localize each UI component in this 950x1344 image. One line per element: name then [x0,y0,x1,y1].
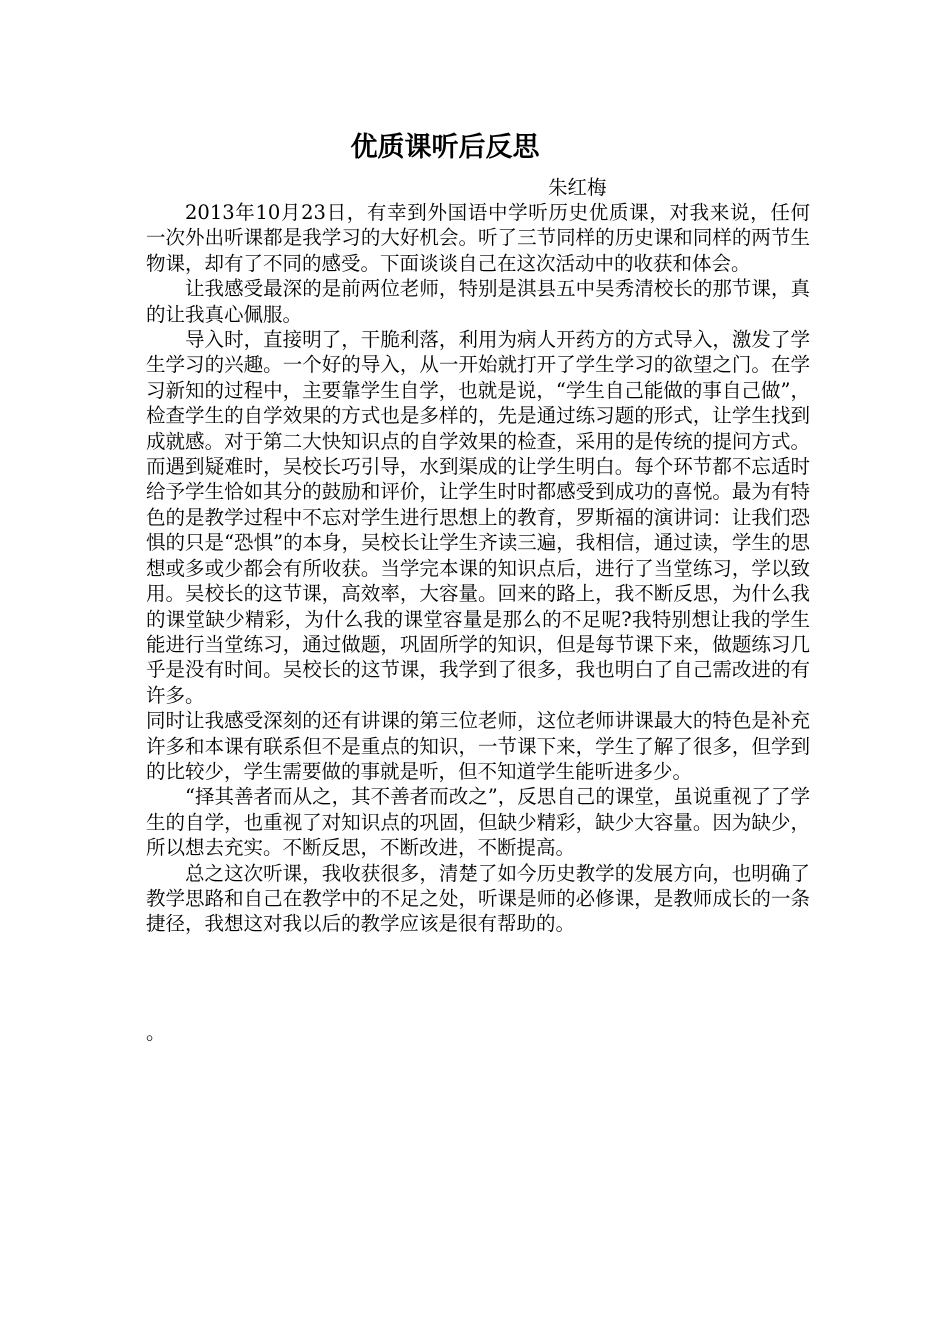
document-body [146,200,810,937]
body-paragraph-3: 导入时，直接明了，干脆利落，利用为病人开药方的方式导入，激发了学生学习的兴趣。一个好的导入，从一开始就打开了学生学习的欲望之门。在学习新知的过程中，主要靠学生自学，也就是说，“学生自己能做的事自己做”，检查学生的自学效果的方式也是多样的，先是通过练习题的形式，让学生找到成就感。对于第二大快知识点的自学效果的检查，采用的是传统的提问方式。而遇到疑难时，吴校长巧引导，水到渠成的让学生明白。每个环节都不忘适时给予学生恰如其分的鼓励和评价，让学生时时都感受到成功的喜悦。最为有特色的是教学过程中不忘对学生进行思想上的教育，罗斯福的演讲词：让我们恐惧的只是“恐惧”的本身，吴校长让学生齐读三遍，我相信，通过读，学生的思想或多或少都会有所收获。当学完本课的知识点后，进行了当堂练习，学以致用。吴校长的这节课，高效率，大容量。回来的路上，我不断反思，为什么我的课堂缺少精彩，为什么我的课堂容量是那么的不足呢?我特别想让我的学生能进行当堂练习，通过做题，巩固所学的知识，但是每节课下来，做题练习几乎是没有时间。吴校长的这节课，我学到了很多，我也明白了自己需改进的有许多。 [146,328,810,707]
body-paragraph-6: 总之这次听课，我收获很多，清楚了如今历史教学的发展方向，也明确了教学思路和自己在教学中的不足之处，听课是师的必修课，是教师成长的一条捷径，我想这对我以后的教学应该是很有帮助的。 [146,861,810,936]
body-paragraph-1: 2013年10月23日，有幸到外国语中学听历史优质课，对我来说，任何一次外出听课都是我学习的大好机会。听了三节同样的历史课和同样的两节生物课，却有了不同的感受。下面谈谈自己在这次活动中的收获和体会。 [146,201,810,275]
trailing-period: 。 [146,1021,166,1044]
body-paragraph-5: “择其善者而从之，其不善者而改之”，反思自己的课堂，虽说重视了了学生的自学，也重视了对知识点的巩固，但缺少精彩，缺少大容量。因为缺少，所以想去充实。不断反思，不断改进，不断提高。 [146,785,810,860]
body-paragraph-2: 让我感受最深的是前两位老师，特别是淇县五中吴秀清校长的那节课，真的让我真心佩服。 [146,277,810,326]
document-title: 优质课听后反思 [350,132,540,163]
document-author: 朱红梅 [548,176,607,199]
body-paragraph-4: 同时让我感受深刻的还有讲课的第三位老师，这位老师讲课最大的特色是补充许多和本课有联系但不是重点的知识，一节课下来，学生了解了很多，但学到的比较少，学生需要做的事就是听，但不知道学生能听进多少。 [146,709,810,783]
